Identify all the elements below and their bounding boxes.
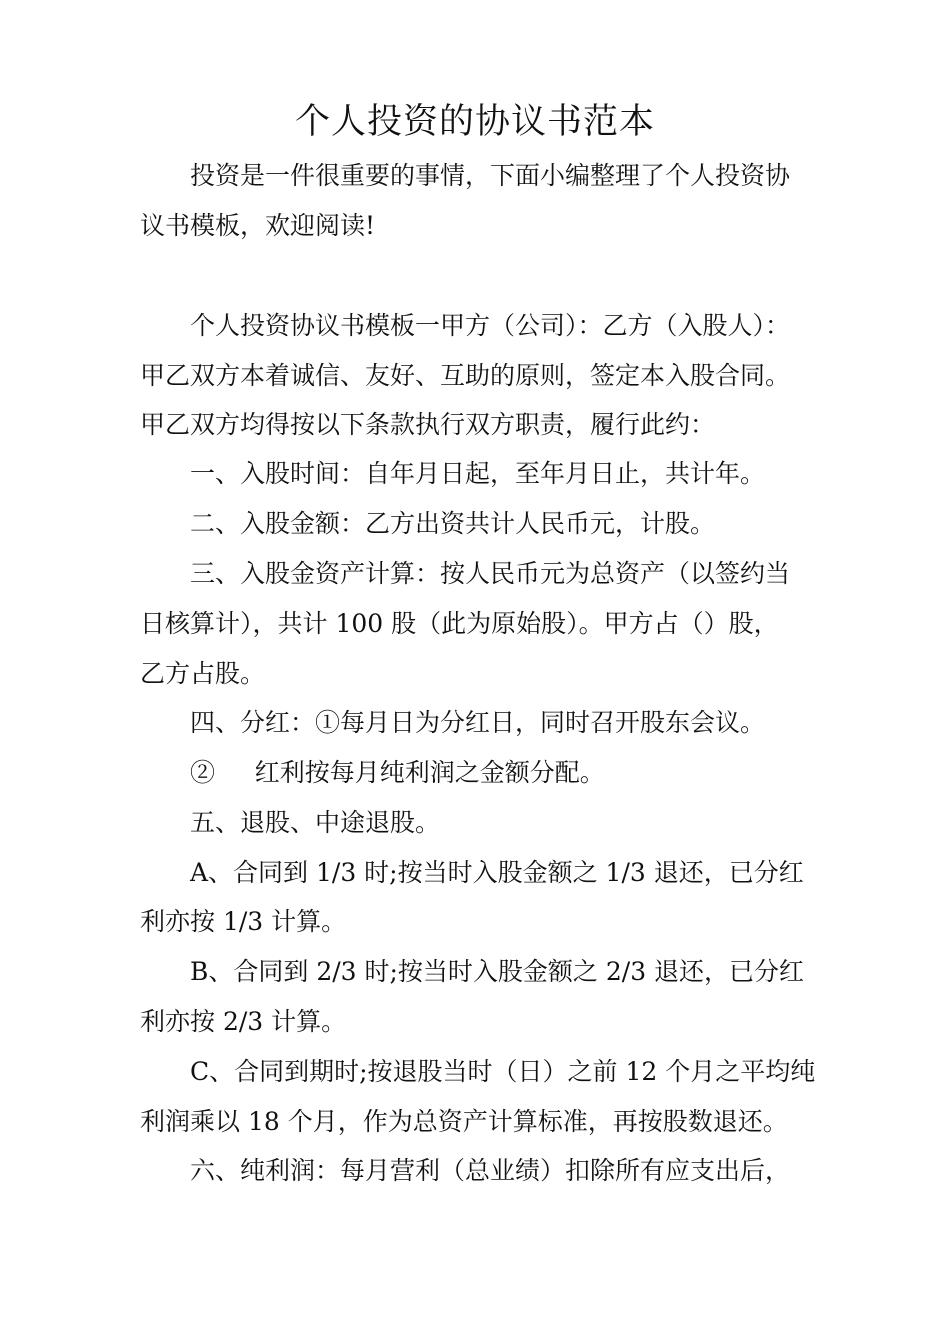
clause-1: 一、入股时间：自年月日起，至年月日止，共计年。: [190, 459, 766, 488]
clause-3-line-3: 乙方占股。: [140, 659, 266, 688]
clause-5a-line-2: 利亦按 1/3 计算。: [140, 907, 347, 936]
clause-2: 二、入股金额：乙方出资共计人民币元，计股。: [190, 509, 716, 538]
intro-line-2: 议书模板，欢迎阅读!: [140, 211, 376, 240]
clause-3-line-1: 三、入股金资产计算：按人民币元为总资产（以签约当: [190, 559, 791, 588]
clause-6: 六、纯利润：每月营利（总业绩）扣除所有应支出后，: [190, 1156, 791, 1185]
clause-5c-line-1: C、合同到期时;按退股当时（日）之前 12 个月之平均纯: [190, 1057, 816, 1086]
clause-5: 五、退股、中途退股。: [190, 808, 441, 837]
document-title: 个人投资的协议书范本: [294, 102, 655, 142]
duty-line: 甲乙双方均得按以下条款执行双方职责，履行此约：: [140, 410, 716, 439]
clause-5b-line-2: 利亦按 2/3 计算。: [140, 1007, 347, 1036]
clause-5a-line-1: A、合同到 1/3 时;按当时入股金额之 1/3 退还，已分红: [190, 858, 804, 887]
clause-4-item-2: ② 红利按每月纯利润之金额分配。: [190, 758, 605, 787]
intro-line-1: 投资是一件很重要的事情，下面小编整理了个人投资协: [190, 161, 791, 190]
clause-3-line-2: 日核算计），共计 100 股（此为原始股）。甲方占（）股，: [140, 609, 779, 638]
principle-line: 甲乙双方本着诚信、友好、互助的原则，签定本入股合同。: [140, 361, 791, 390]
clause-5b-line-1: B、合同到 2/3 时;按当时入股金额之 2/3 退还，已分红: [190, 957, 805, 986]
clause-4: 四、分红：①每月日为分红日，同时召开股东会议。: [190, 708, 766, 737]
clause-5c-line-2: 利润乘以 18 个月，作为总资产计算标准，再按股数退还。: [140, 1107, 788, 1136]
parties-line: 个人投资协议书模板一甲方（公司）：乙方（入股人）：: [190, 311, 791, 340]
